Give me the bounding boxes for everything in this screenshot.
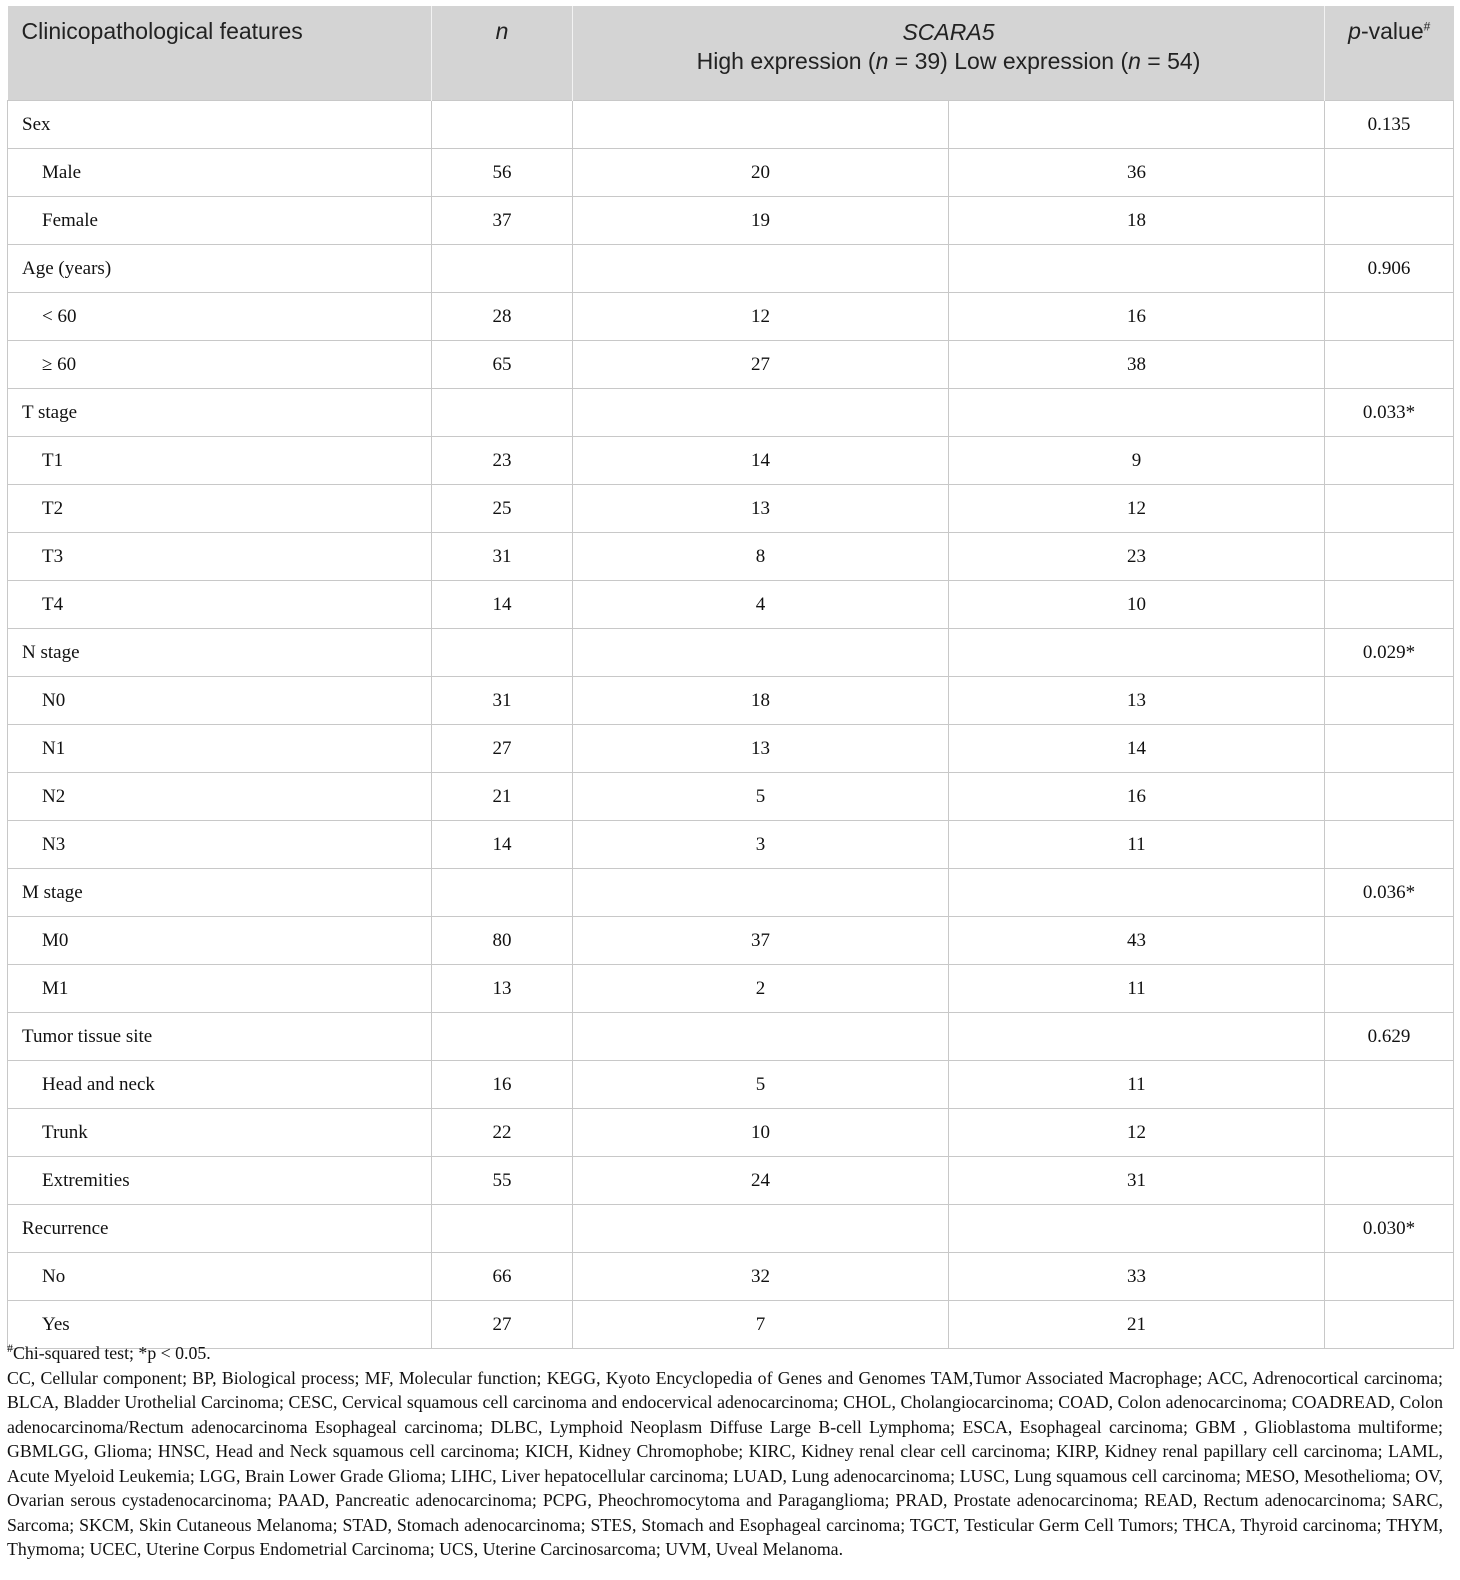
cell-n: 80: [432, 917, 573, 965]
cell-high-expression: 4: [573, 581, 949, 629]
cell-p-value: 0.629: [1325, 1013, 1454, 1061]
cell-n: 13: [432, 965, 573, 1013]
table-row: [8, 437, 1454, 485]
cell-high-expression: 8: [573, 533, 949, 581]
cell-feature: T4: [8, 581, 432, 629]
cell-low-expression: [949, 869, 1325, 917]
cell-high-expression: 13: [573, 725, 949, 773]
cell-n: [432, 101, 573, 149]
cell-p-value: 0.906: [1325, 245, 1454, 293]
cell-p-value: 0.033*: [1325, 389, 1454, 437]
cell-n: 28: [432, 293, 573, 341]
cell-low-expression: [949, 629, 1325, 677]
cell-high-expression: [573, 629, 949, 677]
cell-n: [432, 245, 573, 293]
cell-high-expression: [573, 389, 949, 437]
cell-n: 21: [432, 773, 573, 821]
table-row: [8, 869, 1454, 917]
header-high-value: = 39): [888, 48, 948, 74]
cell-low-expression: 31: [949, 1157, 1325, 1205]
cell-feature: Head and neck: [8, 1061, 432, 1109]
cell-low-expression: 10: [949, 581, 1325, 629]
cell-p-value: [1325, 677, 1454, 725]
cell-feature: N2: [8, 773, 432, 821]
cell-p-value: [1325, 485, 1454, 533]
cell-low-expression: 33: [949, 1253, 1325, 1301]
cell-high-expression: [573, 869, 949, 917]
cell-p-value: [1325, 1253, 1454, 1301]
cell-low-expression: 13: [949, 677, 1325, 725]
table-row: [8, 389, 1454, 437]
header-feature: Clinicopathological features: [8, 6, 432, 101]
cell-p-value: 0.135: [1325, 101, 1454, 149]
cell-n: [432, 869, 573, 917]
table-row: [8, 101, 1454, 149]
header-high-n: n: [875, 48, 889, 74]
cell-low-expression: 11: [949, 1061, 1325, 1109]
cell-p-value: [1325, 725, 1454, 773]
cell-p-value: [1325, 773, 1454, 821]
cell-high-expression: 27: [573, 341, 949, 389]
cell-p-value: [1325, 965, 1454, 1013]
cell-feature: Trunk: [8, 1109, 432, 1157]
cell-low-expression: 12: [949, 1109, 1325, 1157]
table-row: [8, 1157, 1454, 1205]
cell-feature: No: [8, 1253, 432, 1301]
cell-feature: < 60: [8, 293, 432, 341]
cell-feature: T3: [8, 533, 432, 581]
cell-high-expression: 37: [573, 917, 949, 965]
cell-high-expression: [573, 245, 949, 293]
cell-n: 55: [432, 1157, 573, 1205]
cell-n: 22: [432, 1109, 573, 1157]
cell-high-expression: 14: [573, 437, 949, 485]
table-row: [8, 581, 1454, 629]
cell-high-expression: 32: [573, 1253, 949, 1301]
table-row: [8, 629, 1454, 677]
cell-p-value: [1325, 917, 1454, 965]
header-scara5: [573, 6, 1325, 101]
cell-high-expression: 13: [573, 485, 949, 533]
table-row: [8, 773, 1454, 821]
cell-feature: N0: [8, 677, 432, 725]
table-container: [7, 6, 1453, 1349]
cell-high-expression: [573, 101, 949, 149]
cell-low-expression: [949, 1013, 1325, 1061]
cell-feature: M1: [8, 965, 432, 1013]
cell-low-expression: 12: [949, 485, 1325, 533]
cell-low-expression: 16: [949, 773, 1325, 821]
header-expression-groups: [573, 47, 1324, 76]
cell-p-value: 0.036*: [1325, 869, 1454, 917]
footnote-abbreviations: CC, Cellular component; BP, Biological process; MF, Molecular function; KEGG, Kyoto Encyclopedia of Genes and Genomes TAM,Tumor Associated Macrophage; ACC, Adrenocortical carcinoma; BLCA, Bladder Urothelial Carcinoma; CESC, Cervical squamous cell carcinoma and endocervical adenocarcinoma; CHOL, Cholangiocarcinoma; COAD, Colon adenocarcinoma; COADREAD, Colon adenocarcinoma/Rectum adenocarcinoma Esophageal carcinoma; DLBC, Lymphoid Neoplasm Diffuse Large B-cell Lymphoma; ESCA, Esophageal carcinoma; GBM , Glioblastoma multiforme; GBMLGG, Glioma; HNSC, Head and Neck squamous cell carcinoma; KICH, Kidney Chromophobe; KIRC, Kidney renal clear cell carcinoma; KIRP, Kidney renal papillary cell carcinoma; LAML, Acute Myeloid Leukemia; LGG, Brain Lower Grade Glioma; LIHC, Liver hepatocellular carcinoma; LUAD, Lung adenocarcinoma; LUSC, Lung squamous cell carcinoma; MESO, Mesothelioma; OV, Ovarian serous cystadenocarcinoma; PAAD, Pancreatic adenocarcinoma; PCPG, Pheochromocytoma and Paraganglioma; PRAD, Prostate adenocarcinoma; READ, Rectum adenocarcinoma; SARC, Sarcoma; SKCM, Skin Cutaneous Melanoma; STAD, Stomach adenocarcinoma; STES, Stomach and Esophageal carcinoma; TGCT, Testicular Germ Cell Tumors; THCA, Thyroid carcinoma; THYM, Thymoma; UCEC, Uterine Corpus Endometrial Carcinoma; UCS, Uterine Carcinosarcoma; UVM, Uveal Melanoma.: [7, 1367, 1443, 1559]
cell-p-value: [1325, 149, 1454, 197]
cell-feature: N1: [8, 725, 432, 773]
cell-p-value: [1325, 293, 1454, 341]
cell-low-expression: [949, 1205, 1325, 1253]
cell-n: [432, 1013, 573, 1061]
cell-feature: M stage: [8, 869, 432, 917]
cell-n: 56: [432, 149, 573, 197]
cell-high-expression: 10: [573, 1109, 949, 1157]
cell-feature: Recurrence: [8, 1205, 432, 1253]
table-row: [8, 245, 1454, 293]
cell-low-expression: [949, 389, 1325, 437]
cell-feature: T stage: [8, 389, 432, 437]
table-row: [8, 149, 1454, 197]
cell-p-value: [1325, 341, 1454, 389]
cell-feature: T1: [8, 437, 432, 485]
cell-high-expression: 19: [573, 197, 949, 245]
cell-feature: N3: [8, 821, 432, 869]
cell-feature: ≥ 60: [8, 341, 432, 389]
cell-p-value: [1325, 437, 1454, 485]
header-low-value: = 54): [1140, 48, 1201, 74]
header-gene: SCARA5: [902, 19, 995, 45]
header-p-letter: p: [1348, 18, 1361, 44]
cell-low-expression: 9: [949, 437, 1325, 485]
cell-p-value: [1325, 197, 1454, 245]
table-row: [8, 677, 1454, 725]
header-n-text: n: [495, 18, 509, 44]
table-row: [8, 533, 1454, 581]
cell-high-expression: 5: [573, 773, 949, 821]
cell-low-expression: 16: [949, 293, 1325, 341]
header-p-sup: #: [1423, 19, 1431, 34]
cell-feature: Female: [8, 197, 432, 245]
header-high-label: High expression (: [696, 48, 876, 74]
table-body: [8, 101, 1454, 1349]
table-footnotes: [7, 1341, 1443, 1562]
cell-n: 14: [432, 581, 573, 629]
cell-feature: N stage: [8, 629, 432, 677]
cell-p-value: [1325, 533, 1454, 581]
cell-feature: Sex: [8, 101, 432, 149]
cell-low-expression: 21: [949, 1301, 1325, 1349]
cell-high-expression: 20: [573, 149, 949, 197]
table-row: [8, 965, 1454, 1013]
cell-low-expression: 38: [949, 341, 1325, 389]
cell-n: 23: [432, 437, 573, 485]
cell-high-expression: 18: [573, 677, 949, 725]
table-row: [8, 725, 1454, 773]
header-p-value: [1325, 6, 1454, 101]
cell-p-value: [1325, 821, 1454, 869]
header-p-suffix: -value: [1360, 18, 1424, 44]
cell-feature: M0: [8, 917, 432, 965]
cell-low-expression: 36: [949, 149, 1325, 197]
cell-n: 31: [432, 533, 573, 581]
cell-high-expression: 7: [573, 1301, 949, 1349]
cell-feature: Yes: [8, 1301, 432, 1349]
cell-high-expression: 3: [573, 821, 949, 869]
table-row: [8, 197, 1454, 245]
table-row: [8, 485, 1454, 533]
cell-high-expression: [573, 1205, 949, 1253]
cell-p-value: [1325, 1157, 1454, 1205]
table-row: [8, 1253, 1454, 1301]
cell-n: 25: [432, 485, 573, 533]
cell-p-value: 0.030*: [1325, 1205, 1454, 1253]
cell-low-expression: 18: [949, 197, 1325, 245]
cell-high-expression: 5: [573, 1061, 949, 1109]
table-row: [8, 821, 1454, 869]
header-low-label: Low expression (: [947, 48, 1129, 74]
cell-feature: Tumor tissue site: [8, 1013, 432, 1061]
cell-n: 27: [432, 1301, 573, 1349]
cell-low-expression: 11: [949, 965, 1325, 1013]
cell-feature: T2: [8, 485, 432, 533]
table-row: [8, 341, 1454, 389]
cell-high-expression: [573, 1013, 949, 1061]
table-row: [8, 293, 1454, 341]
footnote-test-text: Chi-squared test; *p < 0.05.: [13, 1343, 211, 1363]
footnote-test: [7, 1341, 1443, 1366]
cell-high-expression: 12: [573, 293, 949, 341]
footnote-sup: #: [7, 1341, 13, 1356]
cell-feature: Male: [8, 149, 432, 197]
cell-n: 66: [432, 1253, 573, 1301]
cell-low-expression: [949, 245, 1325, 293]
cell-n: [432, 1205, 573, 1253]
header-n: [432, 6, 573, 101]
cell-n: 65: [432, 341, 573, 389]
cell-low-expression: 14: [949, 725, 1325, 773]
table-row: [8, 1013, 1454, 1061]
cell-low-expression: [949, 101, 1325, 149]
cell-p-value: [1325, 1109, 1454, 1157]
cell-high-expression: 2: [573, 965, 949, 1013]
table-row: [8, 1205, 1454, 1253]
cell-n: 14: [432, 821, 573, 869]
table-row: [8, 1109, 1454, 1157]
cell-n: 27: [432, 725, 573, 773]
cell-n: 31: [432, 677, 573, 725]
table-row: [8, 917, 1454, 965]
header-low-n: n: [1128, 48, 1141, 74]
cell-feature: Age (years): [8, 245, 432, 293]
clinicopathological-table: [7, 6, 1454, 1349]
cell-p-value: [1325, 581, 1454, 629]
cell-p-value: [1325, 1061, 1454, 1109]
cell-low-expression: 23: [949, 533, 1325, 581]
cell-n: [432, 389, 573, 437]
cell-feature: Extremities: [8, 1157, 432, 1205]
cell-low-expression: 43: [949, 917, 1325, 965]
cell-n: 16: [432, 1061, 573, 1109]
cell-n: [432, 629, 573, 677]
table-header: [8, 6, 1454, 101]
cell-n: 37: [432, 197, 573, 245]
cell-p-value: 0.029*: [1325, 629, 1454, 677]
cell-high-expression: 24: [573, 1157, 949, 1205]
table-row: [8, 1061, 1454, 1109]
cell-low-expression: 11: [949, 821, 1325, 869]
